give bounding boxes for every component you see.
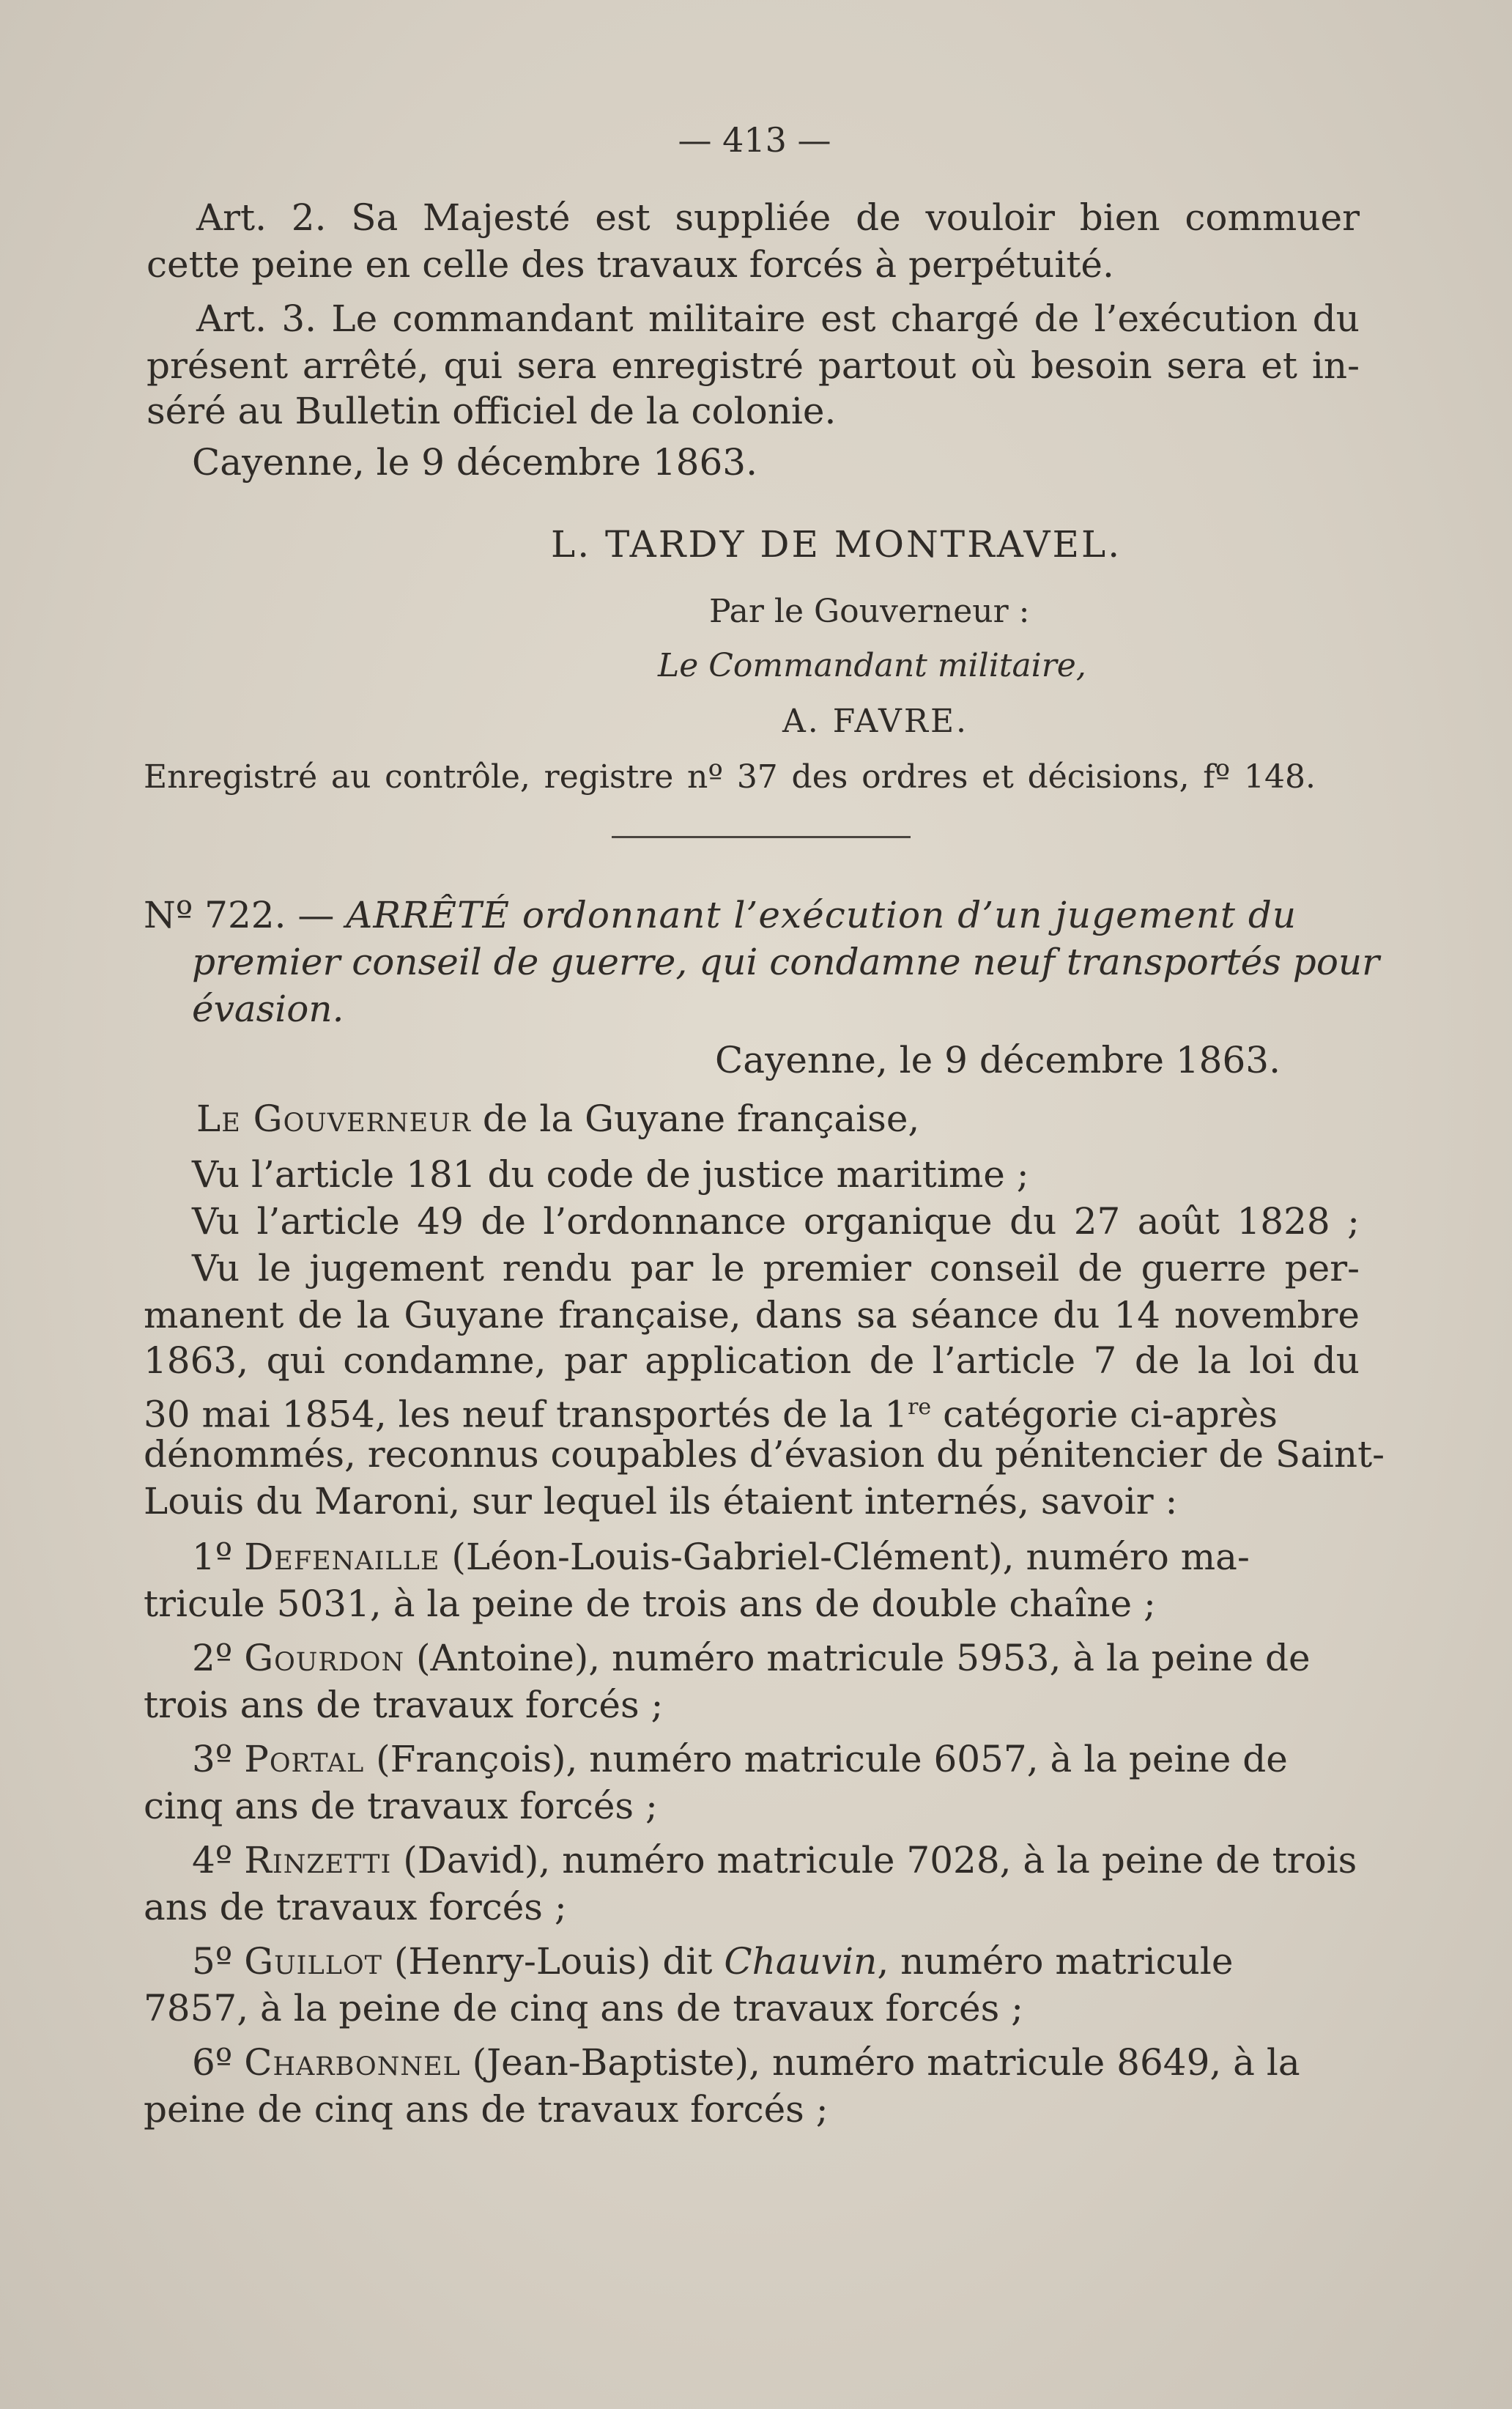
item-number: 5º bbox=[192, 1940, 245, 1983]
text-line: Vu le jugement rendu par le premier conseil de guerre per- bbox=[192, 1247, 1360, 1289]
text-fragment: (Léon-Louis-Gabriel-Clément), numéro ma- bbox=[440, 1536, 1250, 1578]
list-item bbox=[192, 1838, 1357, 1883]
text-line: trois ans de travaux forcés ; bbox=[144, 1684, 664, 1726]
text-fragment: , numéro matricule bbox=[877, 1940, 1234, 1983]
item-number: 4º bbox=[192, 1839, 245, 1881]
item-number: 3º bbox=[192, 1738, 245, 1780]
text-line bbox=[144, 1385, 1360, 1437]
signature-governor: L. TARDY DE MONTRAVEL. bbox=[551, 523, 1122, 566]
text-fragment: (Antoine), numéro matricule 5953, à la peine de bbox=[404, 1637, 1311, 1679]
item-number: 6º bbox=[192, 2041, 245, 2084]
person-name: Rinzetti bbox=[244, 1839, 392, 1881]
text-line: dénommés, reconnus coupables d’évasion du pénitencier de Saint- bbox=[144, 1433, 1385, 1476]
list-item bbox=[192, 1635, 1311, 1681]
decree-title-cont: évasion. bbox=[192, 988, 344, 1030]
text-fragment: (François), numéro matricule 6057, à la peine de bbox=[364, 1738, 1288, 1780]
alias-name: Chauvin bbox=[724, 1940, 878, 1983]
decree-heading bbox=[144, 892, 1360, 938]
text-line: peine de cinq ans de travaux forcés ; bbox=[144, 2088, 829, 2131]
person-name: Defenaille bbox=[244, 1536, 440, 1578]
text-line: séré au Bulletin officiel de la colonie. bbox=[147, 390, 837, 432]
text-line: manent de la Guyane française, dans sa séance du 14 novembre bbox=[144, 1294, 1360, 1336]
decree-title: ARRÊTÉ ordonnant l’exécution d’un jugement du bbox=[346, 894, 1297, 936]
list-item bbox=[192, 2040, 1300, 2085]
text-fragment: 30 mai 1854, les neuf transportés de la 1 bbox=[144, 1393, 908, 1436]
list-item bbox=[192, 1939, 1233, 1984]
text-fragment: (Jean-Baptiste), numéro matricule 8649, à la bbox=[460, 2041, 1300, 2084]
text-line: Vu l’article 49 de l’ordonnance organique du 27 août 1828 ; bbox=[192, 1200, 1360, 1243]
superscript: re bbox=[908, 1394, 932, 1420]
decree-title-cont: premier conseil de guerre, qui condamne neuf transportés pour bbox=[192, 941, 1380, 983]
signature-name: A. FAVRE. bbox=[782, 703, 969, 740]
signature-by-governor: Par le Gouverneur : bbox=[709, 593, 1030, 630]
text-line: cinq ans de travaux forcés ; bbox=[144, 1785, 658, 1827]
person-name: Guillot bbox=[244, 1940, 383, 1983]
governor-label: Le Gouverneur bbox=[196, 1098, 471, 1140]
item-number: 2º bbox=[192, 1637, 245, 1679]
text-line: Art. 3. Le commandant militaire est chargé de l’exécution du bbox=[196, 297, 1360, 340]
text-fragment: (Henry-Louis) dit bbox=[382, 1940, 724, 1983]
text-line: présent arrêté, qui sera enregistré partout où besoin sera et in- bbox=[147, 344, 1360, 387]
separator-rule bbox=[612, 836, 911, 838]
text-line: cette peine en celle des travaux forcés à perpétuité. bbox=[147, 243, 1114, 286]
text-line: 7857, à la peine de cinq ans de travaux forcés ; bbox=[144, 1987, 1024, 2029]
text-line: Louis du Maroni, sur lequel ils étaient internés, savoir : bbox=[144, 1480, 1178, 1522]
text-fragment: (David), numéro matricule 7028, à la peine de trois bbox=[391, 1839, 1357, 1881]
text-line: Vu l’article 181 du code de justice maritime ; bbox=[192, 1153, 1029, 1196]
text-line bbox=[196, 1096, 919, 1141]
person-name: Charbonnel bbox=[244, 2041, 461, 2084]
text-line: Art. 2. Sa Majesté est suppliée de vouloir bien commuer bbox=[196, 196, 1360, 239]
page-number: — 413 — bbox=[678, 120, 831, 160]
text-fragment: catégorie ci-après bbox=[931, 1393, 1278, 1436]
signature-title: Le Commandant militaire, bbox=[658, 647, 1086, 684]
text-line: 1863, qui condamne, par application de l’article 7 de la loi du bbox=[144, 1339, 1360, 1382]
text-fragment: de la Guyane française, bbox=[470, 1098, 920, 1140]
person-name: Gourdon bbox=[244, 1637, 405, 1679]
person-name: Portal bbox=[244, 1738, 365, 1780]
item-number: 1º bbox=[192, 1536, 245, 1578]
list-item bbox=[192, 1736, 1288, 1782]
text-line: tricule 5031, à la peine de trois ans de double chaîne ; bbox=[144, 1583, 1156, 1625]
text-line: ans de travaux forcés ; bbox=[144, 1886, 567, 1928]
registration-note: Enregistré au contrôle, registre nº 37 des ordres et décisions, fº 148. bbox=[144, 758, 1316, 796]
date-line: Cayenne, le 9 décembre 1863. bbox=[192, 441, 757, 484]
decree-number: Nº 722. — bbox=[144, 894, 346, 936]
date-line: Cayenne, le 9 décembre 1863. bbox=[715, 1039, 1281, 1081]
list-item bbox=[192, 1534, 1250, 1580]
